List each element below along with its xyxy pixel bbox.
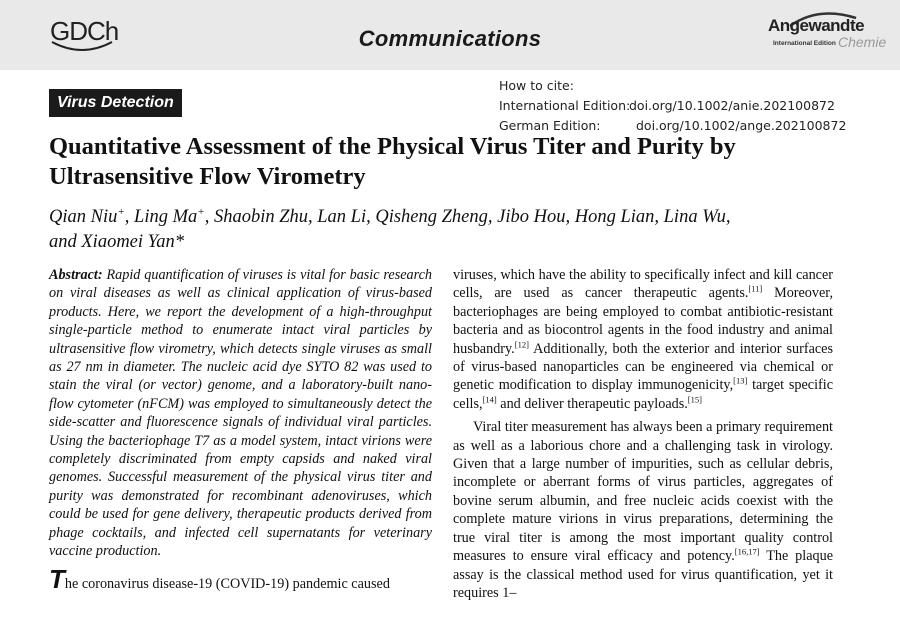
intro-paragraph [49,563,432,594]
cite-international [499,96,846,116]
reference-link[interactable]: [12] [514,338,529,349]
journal-logo: Angewandte [768,16,865,35]
body-text: Moreover, bacteriophages are being employed to combat antibiotic-resistant bacteria and as biocontrol agents in the food industry and animal husbandry. [453,285,833,357]
reference-link[interactable]: [15] [687,394,702,405]
body-text: viruses, which have the ability to specifically infect and kill cancer cells, are used as cancer therapeutic agents. [453,267,833,302]
body-text: and deliver therapeutic payloads. [496,395,688,412]
body-paragraph [453,266,833,413]
author-mark: + [197,206,205,218]
author-names: and Xiaomei Yan* [49,232,184,253]
reference-link[interactable]: [14] [482,394,497,405]
body-text: Viral titer measurement has always been a primary requirement as well as a laborious chore and a challenging task in virology. Given that a large number of impurities, such as cellular debris, incomplete or aberrant forms of virus particles, aggregates of bovine serum albumin, and free nucleic acids coexist with the complete mature virions in virus preparations, determining the true viral titer is among the most important quality control measures to ensure viral efficacy and potency. [453,419,833,565]
section-title: Communications [358,26,542,51]
author-list: Qian Niu+, Ling Ma+, Shaobin Zhu, Lan Li, Qisheng Zheng, Jibo Hou, Hong Lian, Lina Wu, and Xiaomei Yan* [49,206,731,253]
abstract-label: Abstract: [49,267,103,283]
cite-intl-label: International Edition: [499,98,631,113]
body-text: Additionally, both the exterior and interior surfaces of virus-based nanoparticles can be engineered via chemical or genetic modification to display immunogenicity, [453,340,833,394]
abstract-text: Rapid quantification of viruses is vital for basic research on viral diseases as well as clinical application of virus-based products. Here, we report the development of a high-throughput single-particle method to enumerate intact viral particles by ultrasensitive flow virometry, which detects single viruses as small as 27 nm in diameter. The nucleic acid dye SYTO 82 was used to stain the viral (or vector) genome, and a laboratory-built nano-flow cytometer (nFCM) was employed to simultaneously detect the side-scatter and fluorescence signals of individual viral particles. Using the bacteriophage T7 as a model system, intact virions were completely discriminated from empty capsids and naked viral genomes. Successful measurement of the physical virus titer and purity was demonstrated for recombinant adenoviruses, which could be used for gene delivery, therapeutic products derived from phage cocktails, and infected cell supernatants for veterinary vaccine production. [49,267,433,560]
reference-link[interactable]: [16,17] [734,546,760,557]
cite-intl-doi-link[interactable]: doi.org/10.1002/anie.202100872 [629,98,835,113]
cite-german-doi-link[interactable]: doi.org/10.1002/ange.202100872 [636,118,847,133]
left-column [49,266,432,593]
author-name[interactable]: Qian Niu [49,207,118,228]
article-title: Quantitative Assessment of the Physical Virus Titer and Purity by Ultrasensitive Flow Virometry [49,133,736,190]
body-text: The plaque assay is the classical method used for virus quantification, yet it requires 1– [453,548,833,601]
reference-link[interactable]: [13] [733,375,748,386]
abstract [49,266,432,561]
citation-block [499,76,846,136]
author-mark: + [117,206,125,218]
publisher-logo: GDCh [50,16,119,46]
author-name[interactable]: Ling Ma [134,207,198,228]
body-paragraph [453,418,833,602]
journal-logo-chemie: Chemie [838,34,887,50]
journal-header [0,0,900,70]
reference-link[interactable]: [11] [748,283,763,294]
cite-german-label: German Edition: [499,118,601,133]
body-text: target specific cells, [453,377,833,412]
cite-heading: How to cite: [499,78,574,93]
journal-logo-subtitle: International Edition [773,40,836,47]
intro-text: he coronavirus disease-19 (COVID-19) pandemic caused [64,575,390,592]
right-column [453,266,833,602]
author-names: Shaobin Zhu, Lan Li, Qisheng Zheng, Jibo Hou, Hong Lian, Lina Wu, [213,207,731,228]
article-category-tag: Virus Detection [49,89,182,117]
dropcap: T [49,563,65,594]
